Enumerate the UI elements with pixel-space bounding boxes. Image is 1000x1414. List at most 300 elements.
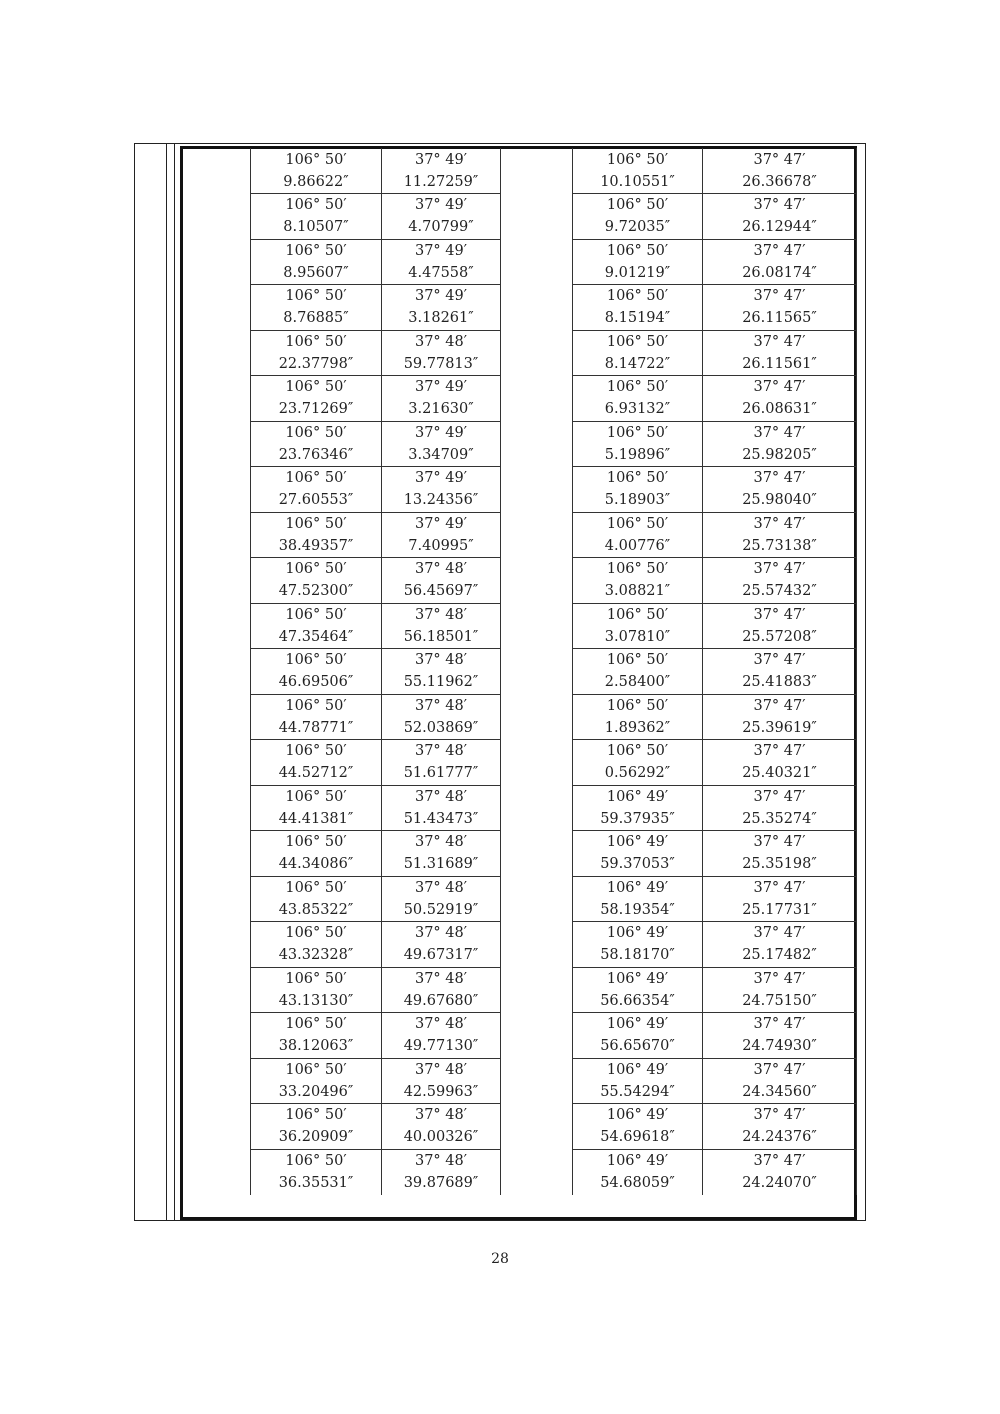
empty-cell (501, 922, 573, 968)
empty-cell (501, 239, 573, 285)
table-row (251, 285, 857, 331)
degrees-minutes: 106° 50′ (285, 561, 347, 578)
degrees-minutes: 37° 48′ (414, 1153, 468, 1169)
empty-cell (501, 148, 573, 194)
degrees-minutes: 37° 48′ (414, 561, 468, 578)
degrees-minutes: 106° 50′ (606, 697, 669, 714)
degrees-minutes: 106° 50′ (285, 606, 347, 623)
point-a-latitude-cell (382, 740, 501, 786)
degrees-minutes: 106° 50′ (606, 470, 669, 487)
point-b-longitude-cell (573, 558, 703, 604)
point-a-latitude-cell (382, 876, 501, 922)
degrees-minutes: 106° 50′ (285, 379, 347, 396)
empty-cell (501, 694, 573, 740)
coordinate-table-body (251, 148, 857, 1195)
seconds: 59.37053″ (600, 856, 675, 873)
point-a-longitude-cell (251, 1149, 382, 1195)
point-b-latitude-cell (703, 376, 857, 422)
point-a-longitude-cell (251, 467, 382, 513)
point-a-latitude-cell (382, 512, 501, 558)
degrees-minutes: 37° 47′ (753, 1153, 806, 1169)
degrees-minutes: 106° 49′ (606, 879, 669, 896)
seconds: 51.31689″ (403, 856, 479, 873)
seconds: 26.11565″ (742, 310, 817, 327)
seconds: 50.52919″ (403, 901, 479, 918)
seconds: 3.18261″ (408, 310, 474, 327)
point-a-longitude-cell (251, 922, 382, 968)
degrees-minutes: 37° 49′ (414, 197, 468, 214)
degrees-minutes: 106° 50′ (285, 515, 347, 532)
seconds: 1.89362″ (604, 719, 671, 736)
point-a-longitude-cell (251, 1013, 382, 1059)
degrees-minutes: 37° 47′ (753, 697, 806, 714)
degrees-minutes: 37° 48′ (414, 697, 468, 714)
seconds: 40.00326″ (403, 1129, 479, 1146)
point-b-longitude-cell (573, 239, 703, 285)
empty-cell (501, 649, 573, 695)
degrees-minutes: 37° 48′ (414, 743, 468, 760)
point-b-latitude-cell (703, 1058, 857, 1104)
table-row (251, 512, 857, 558)
degrees-minutes: 106° 50′ (606, 606, 669, 623)
point-b-longitude-cell (573, 285, 703, 331)
table-row (251, 1058, 857, 1104)
degrees-minutes: 37° 47′ (753, 879, 806, 896)
seconds: 11.27259″ (403, 173, 479, 190)
degrees-minutes: 106° 50′ (285, 242, 347, 259)
degrees-minutes: 37° 47′ (753, 333, 806, 350)
seconds: 26.11561″ (742, 355, 817, 372)
seconds: 8.15194″ (604, 310, 671, 327)
seconds: 25.98040″ (742, 492, 817, 509)
degrees-minutes: 37° 48′ (414, 970, 468, 987)
point-a-longitude-cell (251, 148, 382, 194)
seconds: 44.34086″ (278, 856, 354, 873)
point-a-longitude-cell (251, 239, 382, 285)
degrees-minutes: 106° 50′ (285, 424, 347, 441)
degrees-minutes: 106° 50′ (285, 288, 347, 305)
coordinate-table (250, 148, 857, 1195)
point-a-longitude-cell (251, 785, 382, 831)
degrees-minutes: 106° 50′ (606, 743, 669, 760)
seconds: 55.11962″ (403, 674, 479, 691)
table-row (251, 967, 857, 1013)
empty-cell (501, 1149, 573, 1195)
seconds: 56.18501″ (403, 628, 479, 645)
seconds: 47.35464″ (278, 628, 354, 645)
seconds: 6.93132″ (604, 401, 671, 418)
degrees-minutes: 106° 50′ (285, 970, 347, 987)
seconds: 47.52300″ (278, 583, 354, 600)
seconds: 3.07810″ (604, 628, 671, 645)
degrees-minutes: 37° 49′ (414, 151, 468, 168)
seconds: 8.10507″ (283, 219, 349, 236)
seconds: 25.39619″ (742, 719, 817, 736)
degrees-minutes: 106° 50′ (285, 652, 347, 669)
point-b-latitude-cell (703, 467, 857, 513)
seconds: 44.52712″ (278, 765, 354, 782)
degrees-minutes: 106° 50′ (285, 788, 347, 805)
degrees-minutes: 37° 48′ (414, 652, 468, 669)
seconds: 25.40321″ (742, 765, 817, 782)
point-a-latitude-cell (382, 376, 501, 422)
empty-cell (501, 831, 573, 877)
degrees-minutes: 106° 49′ (606, 1107, 669, 1124)
degrees-minutes: 37° 47′ (753, 743, 806, 760)
degrees-minutes: 106° 50′ (285, 1016, 347, 1033)
table-row (251, 922, 857, 968)
seconds: 5.18903″ (604, 492, 671, 509)
point-b-latitude-cell (703, 1149, 857, 1195)
degrees-minutes: 106° 49′ (606, 925, 669, 942)
table-row (251, 239, 857, 285)
seconds: 22.37798″ (278, 355, 354, 372)
degrees-minutes: 37° 49′ (414, 424, 468, 441)
degrees-minutes: 37° 47′ (753, 197, 806, 214)
seconds: 54.69618″ (600, 1129, 675, 1146)
seconds: 43.13130″ (278, 992, 354, 1009)
seconds: 24.75150″ (742, 992, 817, 1009)
point-a-longitude-cell (251, 558, 382, 604)
seconds: 58.18170″ (600, 947, 675, 964)
point-b-longitude-cell (573, 694, 703, 740)
seconds: 25.57432″ (742, 583, 817, 600)
seconds: 26.36678″ (742, 173, 817, 190)
point-a-longitude-cell (251, 694, 382, 740)
point-a-latitude-cell (382, 467, 501, 513)
point-a-longitude-cell (251, 194, 382, 240)
degrees-minutes: 106° 50′ (606, 515, 669, 532)
degrees-minutes: 106° 50′ (606, 151, 669, 168)
empty-cell (501, 785, 573, 831)
degrees-minutes: 106° 50′ (606, 333, 669, 350)
degrees-minutes: 106° 49′ (606, 970, 669, 987)
empty-cell (501, 967, 573, 1013)
point-a-longitude-cell (251, 740, 382, 786)
seconds: 24.34560″ (742, 1083, 817, 1100)
degrees-minutes: 106° 50′ (285, 834, 347, 851)
seconds: 38.49357″ (278, 537, 354, 554)
seconds: 7.40995″ (408, 537, 474, 554)
degrees-minutes: 37° 47′ (753, 515, 806, 532)
seconds: 23.76346″ (278, 446, 354, 463)
degrees-minutes: 106° 50′ (285, 1061, 347, 1078)
table-row (251, 376, 857, 422)
degrees-minutes: 37° 47′ (753, 788, 806, 805)
point-b-latitude-cell (703, 1104, 857, 1150)
point-b-latitude-cell (703, 330, 857, 376)
degrees-minutes: 37° 47′ (753, 470, 806, 487)
seconds: 26.12944″ (742, 219, 817, 236)
degrees-minutes: 37° 48′ (414, 788, 468, 805)
seconds: 13.24356″ (403, 492, 479, 509)
seconds: 26.08631″ (742, 401, 817, 418)
seconds: 24.24376″ (742, 1129, 817, 1146)
point-a-latitude-cell (382, 1013, 501, 1059)
seconds: 39.87689″ (403, 1175, 479, 1191)
seconds: 51.43473″ (403, 810, 479, 827)
degrees-minutes: 106° 50′ (285, 879, 347, 896)
point-b-longitude-cell (573, 603, 703, 649)
table-row (251, 1104, 857, 1150)
seconds: 25.35198″ (742, 856, 817, 873)
point-a-longitude-cell (251, 330, 382, 376)
point-a-longitude-cell (251, 649, 382, 695)
point-a-latitude-cell (382, 285, 501, 331)
point-a-latitude-cell (382, 694, 501, 740)
table-row (251, 330, 857, 376)
empty-cell (501, 1013, 573, 1059)
seconds: 59.37935″ (600, 810, 675, 827)
point-b-longitude-cell (573, 967, 703, 1013)
point-b-latitude-cell (703, 649, 857, 695)
seconds: 33.20496″ (278, 1083, 354, 1100)
seconds: 24.74930″ (742, 1038, 817, 1055)
seconds: 9.86622″ (283, 173, 349, 190)
point-a-longitude-cell (251, 421, 382, 467)
seconds: 23.71269″ (278, 401, 354, 418)
seconds: 4.47558″ (408, 264, 474, 281)
seconds: 38.12063″ (278, 1038, 354, 1055)
degrees-minutes: 37° 47′ (753, 606, 806, 623)
seconds: 8.95607″ (283, 264, 349, 281)
degrees-minutes: 37° 47′ (753, 151, 806, 168)
degrees-minutes: 106° 50′ (606, 197, 669, 214)
seconds: 56.45697″ (403, 583, 479, 600)
point-a-latitude-cell (382, 967, 501, 1013)
degrees-minutes: 37° 49′ (414, 288, 468, 305)
empty-cell (501, 876, 573, 922)
degrees-minutes: 106° 50′ (285, 925, 347, 942)
point-b-longitude-cell (573, 512, 703, 558)
point-b-longitude-cell (573, 376, 703, 422)
point-b-latitude-cell (703, 421, 857, 467)
point-b-latitude-cell (703, 558, 857, 604)
point-a-longitude-cell (251, 603, 382, 649)
seconds: 49.67680″ (403, 992, 479, 1009)
point-a-longitude-cell (251, 831, 382, 877)
table-row (251, 740, 857, 786)
point-a-longitude-cell (251, 1058, 382, 1104)
point-b-longitude-cell (573, 876, 703, 922)
seconds: 59.77813″ (403, 355, 479, 372)
degrees-minutes: 37° 47′ (753, 970, 806, 987)
seconds: 44.41381″ (278, 810, 354, 827)
degrees-minutes: 37° 48′ (414, 1016, 468, 1033)
degrees-minutes: 106° 49′ (606, 1153, 669, 1169)
point-a-latitude-cell (382, 148, 501, 194)
seconds: 42.59963″ (403, 1083, 479, 1100)
seconds: 25.41883″ (742, 674, 817, 691)
degrees-minutes: 37° 47′ (753, 424, 806, 441)
degrees-minutes: 37° 48′ (414, 834, 468, 851)
degrees-minutes: 106° 50′ (285, 743, 347, 760)
point-b-latitude-cell (703, 148, 857, 194)
point-a-longitude-cell (251, 285, 382, 331)
empty-cell (501, 194, 573, 240)
point-a-latitude-cell (382, 785, 501, 831)
point-b-latitude-cell (703, 694, 857, 740)
degrees-minutes: 37° 47′ (753, 379, 806, 396)
degrees-minutes: 37° 47′ (753, 652, 806, 669)
empty-cell (501, 603, 573, 649)
frame-divider-right (174, 144, 175, 1220)
point-b-latitude-cell (703, 512, 857, 558)
degrees-minutes: 37° 47′ (753, 834, 806, 851)
degrees-minutes: 37° 48′ (414, 925, 468, 942)
point-b-longitude-cell (573, 740, 703, 786)
degrees-minutes: 106° 50′ (606, 379, 669, 396)
point-b-latitude-cell (703, 1013, 857, 1059)
point-a-latitude-cell (382, 603, 501, 649)
degrees-minutes: 37° 49′ (414, 470, 468, 487)
table-row (251, 467, 857, 513)
point-a-latitude-cell (382, 421, 501, 467)
point-b-longitude-cell (573, 330, 703, 376)
empty-cell (501, 740, 573, 786)
seconds: 55.54294″ (600, 1083, 675, 1100)
degrees-minutes: 37° 47′ (753, 288, 806, 305)
seconds: 36.20909″ (278, 1129, 354, 1146)
degrees-minutes: 106° 50′ (606, 424, 669, 441)
point-b-latitude-cell (703, 785, 857, 831)
seconds: 54.68059″ (600, 1175, 675, 1191)
point-a-latitude-cell (382, 239, 501, 285)
frame-divider-left (166, 144, 167, 1220)
degrees-minutes: 37° 48′ (414, 333, 468, 350)
point-b-latitude-cell (703, 239, 857, 285)
degrees-minutes: 37° 48′ (414, 606, 468, 623)
empty-cell (501, 421, 573, 467)
seconds: 43.85322″ (278, 901, 354, 918)
point-b-longitude-cell (573, 785, 703, 831)
page-number: 28 (491, 1251, 509, 1267)
seconds: 52.03869″ (403, 719, 479, 736)
degrees-minutes: 106° 49′ (606, 788, 669, 805)
degrees-minutes: 37° 47′ (753, 925, 806, 942)
empty-cell (501, 376, 573, 422)
seconds: 25.73138″ (742, 537, 817, 554)
degrees-minutes: 37° 47′ (753, 242, 806, 259)
table-row (251, 194, 857, 240)
point-b-latitude-cell (703, 194, 857, 240)
seconds: 56.66354″ (600, 992, 675, 1009)
table-row (251, 148, 857, 194)
seconds: 25.98205″ (742, 446, 817, 463)
point-b-longitude-cell (573, 831, 703, 877)
degrees-minutes: 106° 50′ (285, 1107, 347, 1124)
table-row (251, 603, 857, 649)
seconds: 8.14722″ (604, 355, 671, 372)
seconds: 46.69506″ (278, 674, 354, 691)
point-b-longitude-cell (573, 1104, 703, 1150)
point-a-longitude-cell (251, 512, 382, 558)
point-b-longitude-cell (573, 467, 703, 513)
empty-cell (501, 1058, 573, 1104)
table-row (251, 1149, 857, 1195)
seconds: 4.70799″ (408, 219, 474, 236)
degrees-minutes: 37° 49′ (414, 515, 468, 532)
degrees-minutes: 106° 50′ (285, 470, 347, 487)
point-a-longitude-cell (251, 876, 382, 922)
degrees-minutes: 106° 50′ (606, 242, 669, 259)
point-b-longitude-cell (573, 922, 703, 968)
seconds: 9.72035″ (604, 219, 671, 236)
seconds: 36.35531″ (278, 1175, 354, 1191)
point-a-latitude-cell (382, 831, 501, 877)
degrees-minutes: 37° 49′ (414, 242, 468, 259)
point-a-longitude-cell (251, 967, 382, 1013)
seconds: 56.65670″ (600, 1038, 675, 1055)
seconds: 27.60553″ (278, 492, 354, 509)
point-b-latitude-cell (703, 922, 857, 968)
seconds: 24.24070″ (742, 1175, 817, 1191)
seconds: 10.10551″ (600, 173, 675, 190)
seconds: 49.67317″ (403, 947, 479, 964)
point-b-longitude-cell (573, 148, 703, 194)
point-a-latitude-cell (382, 558, 501, 604)
point-a-latitude-cell (382, 649, 501, 695)
seconds: 26.08174″ (742, 264, 817, 281)
seconds: 9.01219″ (604, 264, 671, 281)
degrees-minutes: 106° 50′ (285, 151, 347, 168)
seconds: 3.34709″ (408, 446, 474, 463)
seconds: 58.19354″ (600, 901, 675, 918)
point-a-latitude-cell (382, 1149, 501, 1195)
degrees-minutes: 37° 47′ (753, 561, 806, 578)
point-a-latitude-cell (382, 194, 501, 240)
point-b-latitude-cell (703, 967, 857, 1013)
table-row (251, 694, 857, 740)
point-b-latitude-cell (703, 603, 857, 649)
degrees-minutes: 106° 50′ (285, 333, 347, 350)
seconds: 25.35274″ (742, 810, 817, 827)
degrees-minutes: 106° 50′ (606, 288, 669, 305)
seconds: 3.08821″ (604, 583, 671, 600)
table-row (251, 876, 857, 922)
table-row (251, 785, 857, 831)
degrees-minutes: 106° 49′ (606, 834, 669, 851)
point-b-longitude-cell (573, 194, 703, 240)
point-a-latitude-cell (382, 1058, 501, 1104)
empty-cell (501, 285, 573, 331)
seconds: 2.58400″ (604, 674, 671, 691)
point-b-longitude-cell (573, 649, 703, 695)
table-row (251, 421, 857, 467)
degrees-minutes: 106° 50′ (606, 561, 669, 578)
seconds: 3.21630″ (408, 401, 474, 418)
degrees-minutes: 106° 50′ (285, 1153, 347, 1169)
seconds: 44.78771″ (278, 719, 354, 736)
point-b-latitude-cell (703, 285, 857, 331)
empty-cell (501, 512, 573, 558)
degrees-minutes: 106° 50′ (606, 652, 669, 669)
point-a-longitude-cell (251, 376, 382, 422)
table-row (251, 831, 857, 877)
table-row (251, 558, 857, 604)
degrees-minutes: 106° 49′ (606, 1061, 669, 1078)
seconds: 25.57208″ (742, 628, 817, 645)
degrees-minutes: 37° 47′ (753, 1016, 806, 1033)
point-b-longitude-cell (573, 1058, 703, 1104)
degrees-minutes: 106° 49′ (606, 1016, 669, 1033)
point-b-latitude-cell (703, 876, 857, 922)
degrees-minutes: 37° 49′ (414, 379, 468, 396)
point-a-latitude-cell (382, 922, 501, 968)
seconds: 25.17482″ (742, 947, 817, 964)
table-row (251, 649, 857, 695)
seconds: 8.76885″ (283, 310, 349, 327)
